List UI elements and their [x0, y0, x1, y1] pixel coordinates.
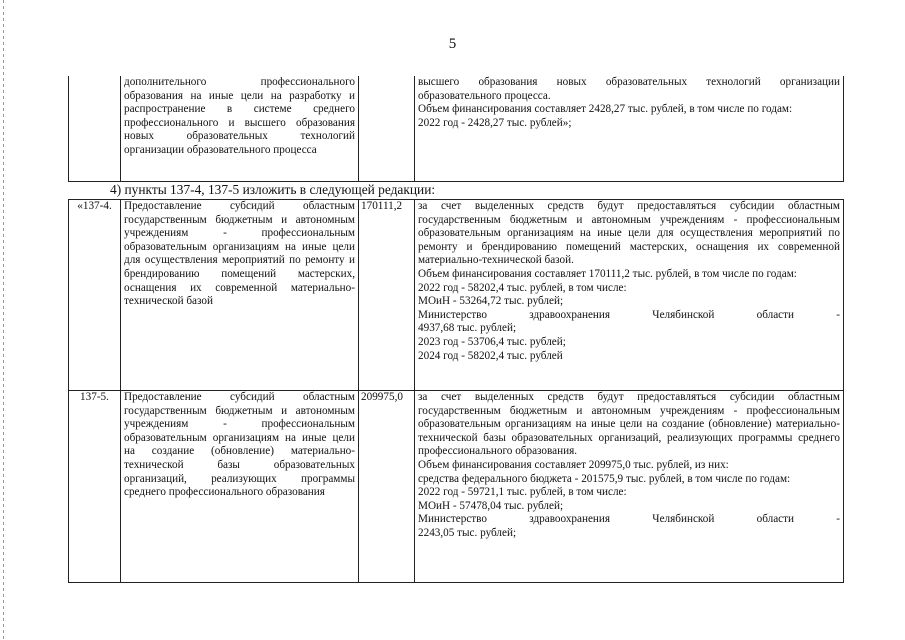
ministry-line: Министерство здравоохранения Челябинской области - — [418, 308, 840, 321]
ministry-amount-line: 2243,05 тыс. рублей; — [418, 526, 517, 539]
measures-table — [68, 199, 844, 583]
description-paragraph: за счет выделенных средств будут предоставляться субсидии областным государственным бюджетным и автономным учреждениям - профессиональным образовательным организациям на иные цели для осуществления мероприятий по ремонту и брендированию помещений мастерских, оснащения их современной материально-технической базой. — [418, 200, 840, 267]
item-number: 137-5. — [69, 391, 121, 583]
page-number: 5 — [448, 36, 457, 52]
cell-measure-name: дополнительного профессионального образования на иные цели на разработку и распространение в системе среднего профессионального и высшего образования новых образовательных технологий организации образовательного процесса — [121, 76, 359, 182]
year-line: 2022 год - 2428,27 тыс. рублей»; — [418, 116, 572, 129]
year-line: 2022 год - 58202,4 тыс. рублей, в том числе: — [418, 281, 627, 294]
continuation-table — [68, 76, 844, 182]
financing-line: Объем финансирования составляет 209975,0 тыс. рублей, из них: — [418, 458, 729, 471]
year-line: 2024 год - 58202,4 тыс. рублей — [418, 349, 563, 362]
cell-number-empty — [69, 76, 121, 182]
item-number: «137-4. — [69, 200, 121, 391]
measure-name: Предоставление субсидий областным государственным бюджетным и автономным учреждениям - профессиональным образовательным организациям на иные цели для осуществления мероприятий по ремонту и брендированию помещений мастерских, оснащения их современной материально-технической базой — [121, 200, 359, 391]
ministry-amount-line: 4937,68 тыс. рублей; — [418, 322, 517, 335]
cell-description — [415, 76, 844, 182]
scan-edge-line — [3, 0, 4, 640]
description-paragraph: за счет выделенных средств будут предоставляться субсидии областным государственным бюджетным и автономным учреждениям - профессиональным образовательным организациям на иные цели на создание (обновление) материально-технической базы образовательных организаций, реализующих программы среднего профессионального образования. — [418, 391, 840, 458]
description-line: высшего образования новых образовательных технологий организации образовательного процесса. — [418, 76, 840, 102]
amendment-instruction: 4) пункты 137-4, 137-5 изложить в следующей редакции: — [110, 182, 436, 197]
financing-line: Объем финансирования составляет 170111,2 тыс. рублей, в том числе по годам: — [418, 267, 797, 280]
continuation-row — [69, 76, 844, 182]
year-line: 2023 год - 53706,4 тыс. рублей; — [418, 335, 566, 348]
ministry-line: Министерство здравоохранения Челябинской области - — [418, 513, 840, 526]
year-line: 2022 год - 59721,1 тыс. рублей, в том числе: — [418, 486, 627, 499]
amount-value: 170111,2 — [359, 200, 415, 391]
cell-amount-empty — [359, 76, 415, 182]
measure-description — [415, 200, 844, 391]
measure-name: Предоставление субсидий областным государственным бюджетным и автономным учреждениям - профессиональным образовательным организациям на иные цели на создание (обновление) материально-технической базы образовательных организаций, реализующих программы среднего профессионального образования — [121, 391, 359, 583]
measure-description — [415, 391, 844, 583]
financing-line: Объем финансирования составляет 2428,27 тыс. рублей, в том числе по годам: — [418, 103, 793, 116]
federal-funds-line: средства федерального бюджета - 201575,9 тыс. рублей, в том числе по годам: — [418, 472, 791, 485]
moin-line: МОиН - 57478,04 тыс. рублей; — [418, 499, 564, 512]
moin-line: МОиН - 53264,72 тыс. рублей; — [418, 295, 564, 308]
amount-value: 209975,0 — [359, 391, 415, 583]
table-row — [69, 200, 844, 391]
table-row — [69, 391, 844, 583]
